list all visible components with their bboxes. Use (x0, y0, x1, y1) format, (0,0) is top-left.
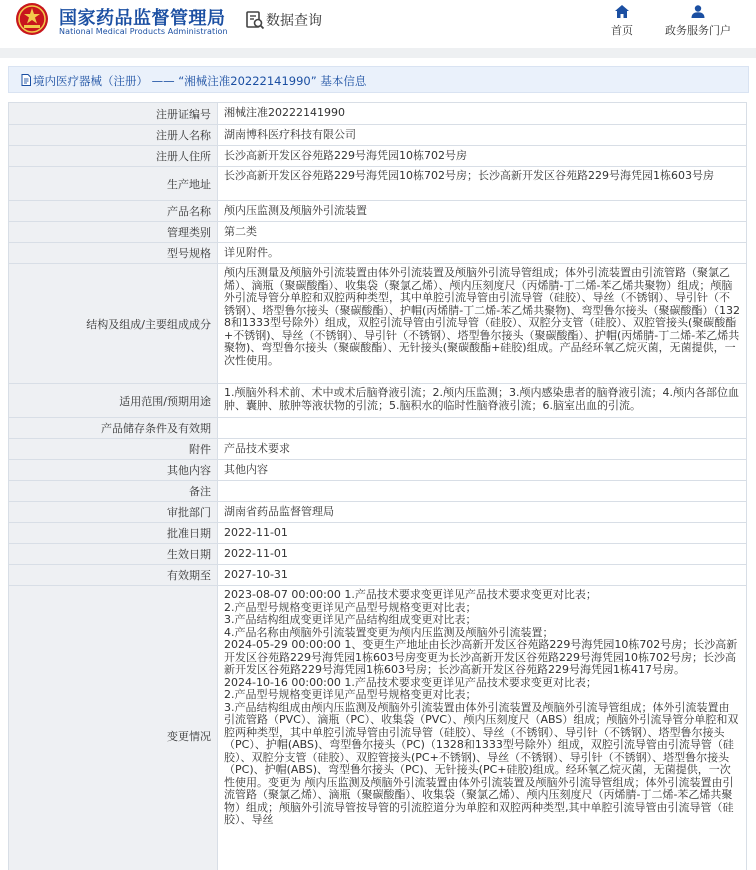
field-label: 批准日期 (9, 523, 218, 543)
table-row (9, 418, 747, 439)
field-label: 注册人住所 (9, 146, 218, 166)
brand-title[interactable]: 国家药品监督管理局 (59, 8, 226, 29)
table-row (9, 103, 747, 125)
field-label: 产品名称 (9, 201, 218, 221)
change-line: 2.产品型号规格变更详见产品型号规格变更对比表； (224, 600, 477, 614)
nav-service-label: 政务服务门户 (665, 24, 731, 37)
field-value: 颅内压测量及颅脑外引流装置由体外引流装置及颅脑外引流导管组成；体外引流装置由引流管路（聚氯乙烯）、滴瓶（聚碳酸酯）、收集袋（聚氯乙烯）、颅内压刻度尺（丙烯腈-丁二烯-苯乙烯共聚物）组成；颅脑外引流导管分单腔和双腔两种类型，其中单腔引流导管由引流导管（硅胶）、导丝（不锈钢）、导引针（不锈钢）、塔型鲁尔接头（聚碳酸酯）、护帽(丙烯腈-丁二烯-苯乙烯共聚物)、弯型鲁尔接头（聚碳酸酯）（1328和1333型号除外）组成，双腔引流导管由引流导管（硅胶）、双腔分支管（硅胶）、双腔管接头(聚碳酸酯+不锈钢)、导丝（不锈钢）、导引针（不锈钢）、塔型鲁尔接头（聚碳酸酯）、护帽(丙烯腈-丁二烯-苯乙烯共聚物)、弯型鲁尔接头（聚碳酸酯）、无针接头(聚碳酸酯+硅胶)组成。产品经环氧乙烷灭菌，无菌提供，一次性使用。 (218, 264, 747, 383)
change-line: 3.产品结构组成变更详见产品结构组成变更对比表； (224, 613, 477, 626)
field-value: 长沙高新开发区谷苑路229号海凭园10栋702号房；长沙高新开发区谷苑路229号海凭园1栋603号房 (218, 167, 747, 200)
field-value (218, 481, 747, 501)
data-query-link[interactable]: 数据查询 (266, 13, 322, 29)
table-row (9, 264, 747, 384)
field-value: 长沙高新开发区谷苑路229号海凭园10栋702号房 (218, 146, 747, 166)
user-icon (691, 5, 705, 18)
table-row (9, 243, 747, 264)
field-label: 其他内容 (9, 460, 218, 480)
table-row (9, 460, 747, 481)
field-value: 1.颅脑外科术前、术中或术后脑脊液引流；2.颅内压监测；3.颅内感染患者的脑脊液引流；4.颅内各部位血肿、囊肿、脓肿等液状物的引流；5.脑积水的临时性脑脊液引流；6.脑室出血的引流。 (218, 384, 747, 417)
table-row (9, 167, 747, 201)
nmpa-emblem-icon[interactable] (15, 2, 49, 36)
change-line: 2.产品型号规格变更详见产品型号规格变更对比表； (224, 688, 477, 701)
home-icon (615, 5, 629, 18)
table-row (9, 502, 747, 523)
field-value: 其他内容 (218, 460, 747, 480)
field-label: 审批部门 (9, 502, 218, 522)
field-label: 型号规格 (9, 243, 218, 263)
change-line: 4.产品名称由颅脑外引流装置变更为颅内压监测及颅脑外引流装置； (224, 625, 554, 639)
field-value: 第二类 (218, 222, 747, 242)
field-label: 备注 (9, 481, 218, 501)
field-label: 注册证编号 (9, 103, 218, 124)
data-search-icon (245, 10, 265, 30)
field-label: 变更情况 (9, 586, 218, 870)
table-row (9, 384, 747, 418)
field-value: 2022-11-01 (218, 523, 747, 543)
table-row (9, 544, 747, 565)
nav-home-label: 首页 (611, 24, 633, 37)
field-label: 注册人名称 (9, 125, 218, 145)
field-label: 结构及组成/主要组成成分 (9, 264, 218, 383)
field-value: 产品技术要求 (218, 439, 747, 459)
field-label: 附件 (9, 439, 218, 459)
field-label: 有效期至 (9, 565, 218, 585)
field-value: 详见附件。 (218, 243, 747, 263)
site-header (0, 0, 756, 48)
change-history (218, 586, 747, 870)
table-row (9, 146, 747, 167)
table-row (9, 439, 747, 460)
brand-subtitle: National Medical Products Administration (59, 27, 228, 36)
field-value: 2022-11-01 (218, 544, 747, 564)
table-row (9, 222, 747, 243)
field-label: 产品储存条件及有效期 (9, 418, 218, 438)
header-divider (0, 48, 756, 58)
table-row (9, 565, 747, 586)
breadcrumb-text: 境内医疗器械（注册） —— “湘械注准20222141990” 基本信息 (33, 74, 367, 88)
change-line: 2024-10-16 00:00:00 1.产品技术要求变更详见产品技术要求变更对比表； (224, 675, 597, 689)
change-line: 3.产品结构组成由颅内压监测及颅脑外引流装置由体外引流装置及颅脑外引流导管组成；体外引流装置由引流管路（PVC）、滴瓶（PC）、收集袋（PVC）、颅内压刻度尺（ABS）组成；颅脑外引流导管分单腔和双腔两种类型，其中单腔引流导管由引流导管（硅胶）、导丝（不锈钢）、导引针（不锈钢）、塔型鲁尔接头（PC）、护帽(ABS)、弯型鲁尔接头（PC)（1328和1333型号除外）组成，双腔引流导管由引流导管（硅胶）、双腔分支管（硅胶）、双腔管接头(PC+不锈钢)、导丝（不锈钢）、导引针（不锈钢）、塔型鲁尔接头（PC)、护帽(ABS)、弯型鲁尔接头（PC)、无针接头(PC+硅胶)组成。经环氧乙烷灭菌，无菌提供，一次性使用。变更为 颅内压监测及颅脑外引流装置由体外引流装置及颅脑外引流导管组成；体外引流装置由引流管路（聚氯乙烯）、滴瓶（聚碳酸酯）、收集袋（聚氯乙烯）、颅内压刻度尺（丙烯腈-丁二烯-苯乙烯共聚物）组成；颅脑外引流导管按导管的引流腔道分为单腔和双腔两种类型,其中单腔引流导管由引流导管（硅胶）、导丝 (224, 700, 739, 826)
field-value: 湖南博科医疗科技有限公司 (218, 125, 747, 145)
field-value: 颅内压监测及颅脑外引流装置 (218, 201, 747, 221)
document-icon (20, 74, 32, 86)
breadcrumb (8, 66, 749, 93)
detail-table (8, 102, 747, 870)
field-value: 2027-10-31 (218, 565, 747, 585)
table-row (9, 481, 747, 502)
table-row (9, 125, 747, 146)
table-row-changes (9, 586, 747, 870)
field-label: 生效日期 (9, 544, 218, 564)
nav-service-portal[interactable] (656, 5, 740, 38)
table-row (9, 201, 747, 222)
field-label: 适用范围/预期用途 (9, 384, 218, 417)
change-line: 2023-08-07 00:00:00 1.产品技术要求变更详见产品技术要求变更对比表； (224, 588, 597, 601)
field-value (218, 418, 747, 438)
field-value: 湖南省药品监督管理局 (218, 502, 747, 522)
nav-home[interactable] (604, 5, 640, 38)
table-row (9, 523, 747, 544)
field-value: 湘械注准20222141990 (218, 103, 747, 124)
change-line: 2024-05-29 00:00:00 1、变更生产地址由长沙高新开发区谷苑路229号海凭园10栋702号房；长沙高新开发区谷苑路229号海凭园1栋603号房变更为长沙高新开发区谷苑路229号海凭园10栋702号房；长沙高新开发区谷苑路229号海凭园1栋603号房；长沙高新开发区谷苑路229号海凭园1栋417号房。 (224, 638, 738, 676)
field-label: 生产地址 (9, 167, 218, 200)
field-label: 管理类别 (9, 222, 218, 242)
